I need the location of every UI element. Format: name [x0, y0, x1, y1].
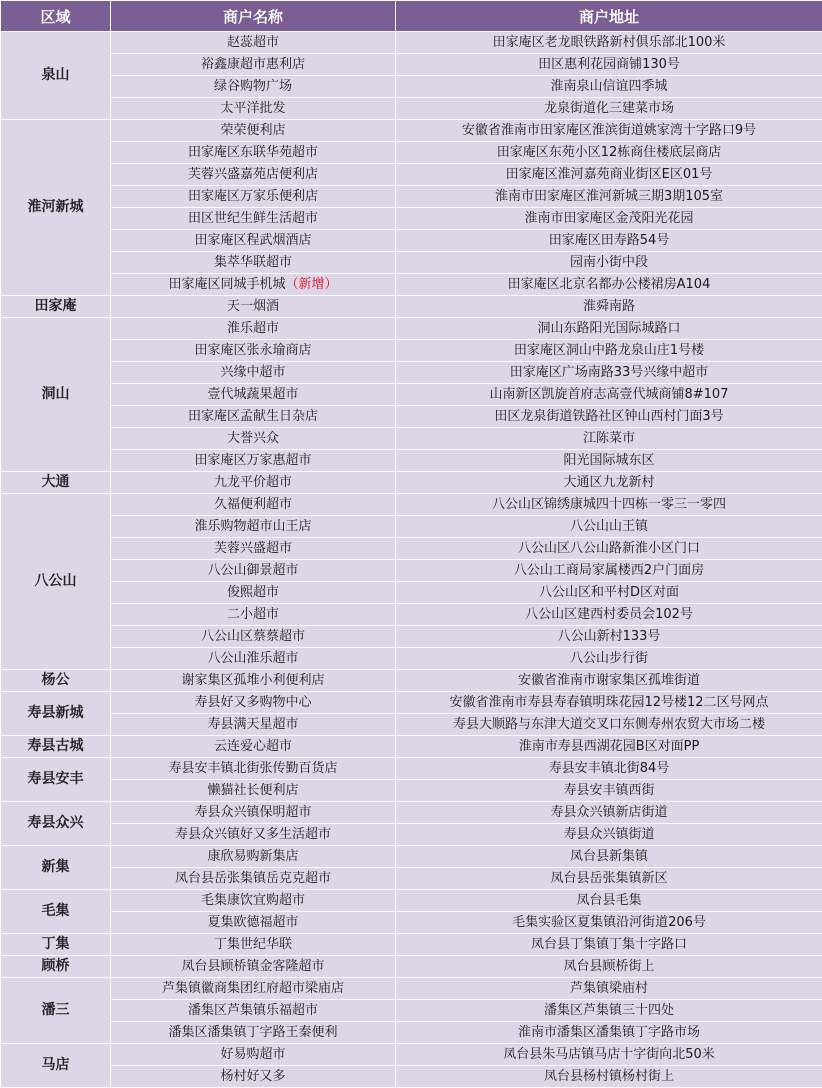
table-row: [1, 472, 822, 494]
header-region: 区域: [1, 1, 111, 32]
merchant-name-cell: [111, 912, 396, 934]
merchant-name-cell: [111, 604, 396, 626]
table-row: [1, 560, 822, 582]
region-cell: 洞山: [1, 318, 111, 472]
new-tag: （新增）: [286, 277, 338, 292]
region-cell: 丁集: [1, 934, 111, 956]
merchant-address-cell: 凤台县毛集: [396, 890, 822, 912]
merchant-address-cell: 淮舜南路: [396, 296, 822, 318]
region-cell: 寿县新城: [1, 692, 111, 736]
merchant-address-cell: 田家庵区洞山中路龙泉山庄1号楼: [396, 340, 822, 362]
table-row: [1, 32, 822, 54]
merchant-address-cell: 八公山区八公山路新淮小区门口: [396, 538, 822, 560]
table-row: [1, 648, 822, 670]
merchant-name-cell: [111, 32, 396, 54]
merchant-name-cell: [111, 780, 396, 802]
merchant-name-cell: [111, 120, 396, 142]
merchant-name: 集萃华联超市: [214, 255, 292, 270]
merchant-name-cell: [111, 1066, 396, 1088]
merchant-address-cell: 洞山东路阳光国际城路口: [396, 318, 822, 340]
table-row: [1, 1000, 822, 1022]
table-row: [1, 868, 822, 890]
table-row: [1, 76, 822, 98]
table-row: [1, 164, 822, 186]
merchant-address-cell: 寿县安丰镇北街84号: [396, 758, 822, 780]
merchant-address-cell: 阳光国际城东区: [396, 450, 822, 472]
table-row: [1, 912, 822, 934]
merchant-name-cell: [111, 516, 396, 538]
merchant-address-cell: 山南新区凯旋首府志高壹代城商铺8#107: [396, 384, 822, 406]
header-row: [1, 1, 822, 32]
merchant-address-cell: 田家庵区淮河嘉苑商业街区E区01号: [396, 164, 822, 186]
merchant-address-cell: 八公山区锦绣康城四十四栋一零三一零四: [396, 494, 822, 516]
merchant-address-cell: 寿县安丰镇西街: [396, 780, 822, 802]
merchant-name-cell: [111, 978, 396, 1000]
table-row: [1, 692, 822, 714]
region-cell: 泉山: [1, 32, 111, 120]
merchant-address-cell: 凤台县丁集镇丁集十字路口: [396, 934, 822, 956]
merchant-name: 寿县满天星超市: [207, 717, 298, 732]
table-row: [1, 428, 822, 450]
merchant-name-cell: [111, 98, 396, 120]
header-merchant-address: 商户地址: [396, 1, 822, 32]
merchant-address-cell: 淮南市潘集区潘集镇丁字路市场: [396, 1022, 822, 1044]
table-row: [1, 846, 822, 868]
merchant-address-cell: 寿县众兴镇新店街道: [396, 802, 822, 824]
merchant-name: 谢家集区孤堆小利便利店: [181, 673, 324, 688]
merchant-name: 康欣易购新集店: [207, 849, 298, 864]
table-row: [1, 318, 822, 340]
merchant-name-cell: [111, 428, 396, 450]
merchant-name-cell: [111, 1000, 396, 1022]
table-row: [1, 252, 822, 274]
merchant-name-cell: [111, 824, 396, 846]
merchant-name: 八公山御景超市: [207, 563, 298, 578]
merchant-address-cell: 八公山新村133号: [396, 626, 822, 648]
merchant-name: 太平洋批发: [220, 101, 285, 116]
table-row: [1, 208, 822, 230]
merchant-name: 赵蕊超市: [227, 35, 279, 50]
merchant-address-cell: 园南小街中段: [396, 252, 822, 274]
table-row: [1, 98, 822, 120]
merchant-name: 俊熙超市: [227, 585, 279, 600]
table-row: [1, 780, 822, 802]
region-cell: 寿县安丰: [1, 758, 111, 802]
merchant-name: 潘集区芦集镇乐福超市: [188, 1003, 318, 1018]
merchant-name-cell: [111, 582, 396, 604]
table-row: [1, 450, 822, 472]
merchant-address-cell: 田家庵区广场南路33号兴缘中超市: [396, 362, 822, 384]
table-row: [1, 186, 822, 208]
merchant-name: 毛集康饮宜购超市: [201, 893, 305, 908]
region-cell: 田家庵: [1, 296, 111, 318]
header-merchant-name: 商户名称: [111, 1, 396, 32]
merchant-address-cell: 田家庵区北京名都办公楼裙房A104: [396, 274, 822, 296]
merchant-name-cell: [111, 758, 396, 780]
merchant-address-cell: 淮南市田家庵区淮河新城三期3期105室: [396, 186, 822, 208]
merchant-address-cell: 凤台县岳张集镇新区: [396, 868, 822, 890]
region-cell: 寿县众兴: [1, 802, 111, 846]
merchant-name: 懒猫社长便利店: [207, 783, 298, 798]
region-cell: 新集: [1, 846, 111, 890]
table-row: [1, 824, 822, 846]
merchant-address-cell: 凤台县杨村镇杨村街上: [396, 1066, 822, 1088]
merchant-name-cell: [111, 714, 396, 736]
table-row: [1, 736, 822, 758]
region-cell: 毛集: [1, 890, 111, 934]
merchant-name-cell: [111, 560, 396, 582]
merchant-name-cell: [111, 846, 396, 868]
merchant-name: 潘集区潘集镇丁字路王秦便利: [168, 1025, 337, 1040]
merchant-name: 壹代城蔬果超市: [207, 387, 298, 402]
table-row: [1, 406, 822, 428]
merchant-name-cell: [111, 318, 396, 340]
table-row: [1, 274, 822, 296]
merchant-name: 兴缘中超市: [220, 365, 285, 380]
table-row: [1, 1022, 822, 1044]
merchant-name: 夏集欧德福超市: [207, 915, 298, 930]
merchant-address-cell: 田家庵区田寿路54号: [396, 230, 822, 252]
merchant-name: 寿县众兴镇保明超市: [194, 805, 311, 820]
merchant-name: 九龙平价超市: [214, 475, 292, 490]
merchant-name-cell: [111, 890, 396, 912]
merchant-address-cell: 安徽省淮南市田家庵区淮滨街道姚家湾十字路口9号: [396, 120, 822, 142]
merchant-address-cell: 淮南泉山信谊四季城: [396, 76, 822, 98]
merchant-address-cell: 八公山区建西村委员会102号: [396, 604, 822, 626]
merchant-name-cell: [111, 142, 396, 164]
merchant-name-cell: [111, 648, 396, 670]
table-row: [1, 516, 822, 538]
merchant-name-cell: [111, 406, 396, 428]
merchant-name: 芙蓉兴盛嘉苑店便利店: [188, 167, 318, 182]
table-row: [1, 670, 822, 692]
merchant-address-cell: 八公山工商局家属楼西2户门面房: [396, 560, 822, 582]
table-row: [1, 1044, 822, 1066]
merchant-name: 田家庵区东联华苑超市: [188, 145, 318, 160]
merchant-address-cell: 龙泉街道化三建菜市场: [396, 98, 822, 120]
merchant-name-cell: [111, 186, 396, 208]
merchant-address-cell: 淮南市田家庵区金茂阳光花园: [396, 208, 822, 230]
merchant-name-cell: [111, 494, 396, 516]
region-cell: 潘三: [1, 978, 111, 1044]
merchant-name: 田家庵区万家惠超市: [194, 453, 311, 468]
merchant-name: 八公山淮乐超市: [207, 651, 298, 666]
merchant-name-cell: [111, 230, 396, 252]
merchant-address-cell: 田区惠利花园商铺130号: [396, 54, 822, 76]
region-cell: 大通: [1, 472, 111, 494]
merchant-name-cell: [111, 472, 396, 494]
merchant-name: 荣荣便利店: [220, 123, 285, 138]
merchant-name-cell: [111, 1044, 396, 1066]
merchant-address-cell: 大通区九龙新村: [396, 472, 822, 494]
merchant-name-cell: [111, 362, 396, 384]
merchant-name-cell: [111, 76, 396, 98]
merchant-name: 凤台县岳张集镇岳克克超市: [175, 871, 331, 886]
merchant-address-cell: 寿县大顺路与东津大道交叉口东侧寿州农贸大市场二楼: [396, 714, 822, 736]
merchant-name-cell: [111, 802, 396, 824]
merchant-name-cell: [111, 54, 396, 76]
merchant-name: 寿县众兴镇好又多生活超市: [175, 827, 331, 842]
merchant-address-cell: 八公山步行街: [396, 648, 822, 670]
merchant-name: 天一烟酒: [227, 299, 279, 314]
table-row: [1, 934, 822, 956]
table-row: [1, 142, 822, 164]
merchant-name-cell: [111, 956, 396, 978]
region-cell: 杨公: [1, 670, 111, 692]
table-row: [1, 340, 822, 362]
merchant-name: 芦集镇徽商集团红府超市梁庙店: [162, 981, 344, 996]
merchant-address-cell: 淮南市寿县西湖花园B区对面PP: [396, 736, 822, 758]
merchant-name: 云连爱心超市: [214, 739, 292, 754]
merchant-address-cell: 田家庵区东苑小区12栋商住楼底层商店: [396, 142, 822, 164]
merchant-address-cell: 江陈菜市: [396, 428, 822, 450]
merchant-name-cell: [111, 626, 396, 648]
merchant-address-cell: 寿县众兴镇街道: [396, 824, 822, 846]
merchant-name-cell: [111, 736, 396, 758]
merchant-name: 凤台县顾桥镇金客隆超市: [181, 959, 324, 974]
table-row: [1, 714, 822, 736]
merchant-name: 丁集世纪华联: [214, 937, 292, 952]
merchant-name-cell: [111, 384, 396, 406]
table-row: [1, 978, 822, 1000]
region-cell: 八公山: [1, 494, 111, 670]
table-row: [1, 296, 822, 318]
merchant-name: 淮乐超市: [227, 321, 279, 336]
merchant-name: 绿谷购物广场: [214, 79, 292, 94]
merchant-address-cell: 八公山山王镇: [396, 516, 822, 538]
merchant-name: 田家庵区程武烟酒店: [194, 233, 311, 248]
table-row: [1, 890, 822, 912]
merchant-address-cell: 芦集镇梁庙村: [396, 978, 822, 1000]
merchant-address-cell: 田区龙泉街道铁路社区钟山西村门面3号: [396, 406, 822, 428]
merchant-name: 淮乐购物超市山王店: [194, 519, 311, 534]
table-header: [1, 1, 822, 32]
table-row: [1, 538, 822, 560]
merchant-name: 杨村好又多: [220, 1069, 285, 1084]
table-row: [1, 1066, 822, 1088]
merchant-name: 寿县安丰镇北街张传勤百货店: [168, 761, 337, 776]
merchant-name-cell: [111, 538, 396, 560]
table-row: [1, 802, 822, 824]
table-row: [1, 758, 822, 780]
table-row: [1, 582, 822, 604]
merchant-name: 大誉兴众: [227, 431, 279, 446]
table-row: [1, 604, 822, 626]
merchant-address-cell: 凤台县朱马店镇马店十字街向北50米: [396, 1044, 822, 1066]
region-cell: 寿县古城: [1, 736, 111, 758]
table-row: [1, 494, 822, 516]
table-row: [1, 230, 822, 252]
merchant-name: 田家庵区张永瑜商店: [194, 343, 311, 358]
merchant-name: 田区世纪生鲜生活超市: [188, 211, 318, 226]
merchant-name: 二小超市: [227, 607, 279, 622]
merchant-address-cell: 凤台县新集镇: [396, 846, 822, 868]
merchant-address-cell: 安徽省淮南市谢家集区孤堆街道: [396, 670, 822, 692]
merchant-address-cell: 毛集实验区夏集镇沿河街道206号: [396, 912, 822, 934]
merchant-address-cell: 八公山区和平村D区对面: [396, 582, 822, 604]
merchant-address-cell: 安徽省淮南市寿县寿春镇明珠花园12号楼12二区号网点: [396, 692, 822, 714]
merchant-name-cell: [111, 208, 396, 230]
merchant-name-cell: [111, 692, 396, 714]
merchant-name: 寿县好又多购物中心: [194, 695, 311, 710]
merchant-name-cell: [111, 934, 396, 956]
merchant-name: 田家庵区孟献生日杂店: [188, 409, 318, 424]
merchant-address-cell: 田家庵区老龙眼铁路新村俱乐部北100米: [396, 32, 822, 54]
merchant-name-cell: [111, 868, 396, 890]
table-row: [1, 120, 822, 142]
merchant-name-cell: [111, 670, 396, 692]
merchant-name-cell: [111, 1022, 396, 1044]
region-cell: 马店: [1, 1044, 111, 1088]
merchant-name-cell: [111, 296, 396, 318]
merchant-name: 八公山区蔡蔡超市: [201, 629, 305, 644]
merchant-name: 田家庵区万家乐便利店: [188, 189, 318, 204]
table-row: [1, 384, 822, 406]
merchant-name: 田家庵区同城手机城: [168, 277, 285, 292]
merchant-name-cell: [111, 164, 396, 186]
merchant-name-cell: [111, 274, 396, 296]
region-cell: 淮河新城: [1, 120, 111, 296]
table-row: [1, 626, 822, 648]
merchant-name-cell: [111, 450, 396, 472]
merchant-name-cell: [111, 252, 396, 274]
merchant-address-cell: 潘集区芦集镇三十四处: [396, 1000, 822, 1022]
merchant-name: 裕鑫康超市惠利店: [201, 57, 305, 72]
merchant-address-cell: 凤台县顾桥街上: [396, 956, 822, 978]
table-body: [1, 32, 822, 1088]
region-cell: 顾桥: [1, 956, 111, 978]
merchant-name-cell: [111, 340, 396, 362]
merchant-name: 芙蓉兴盛超市: [214, 541, 292, 556]
table-row: [1, 362, 822, 384]
table-row: [1, 54, 822, 76]
merchant-name: 久福便利超市: [214, 497, 292, 512]
merchant-name: 好易购超市: [220, 1047, 285, 1062]
table-row: [1, 956, 822, 978]
